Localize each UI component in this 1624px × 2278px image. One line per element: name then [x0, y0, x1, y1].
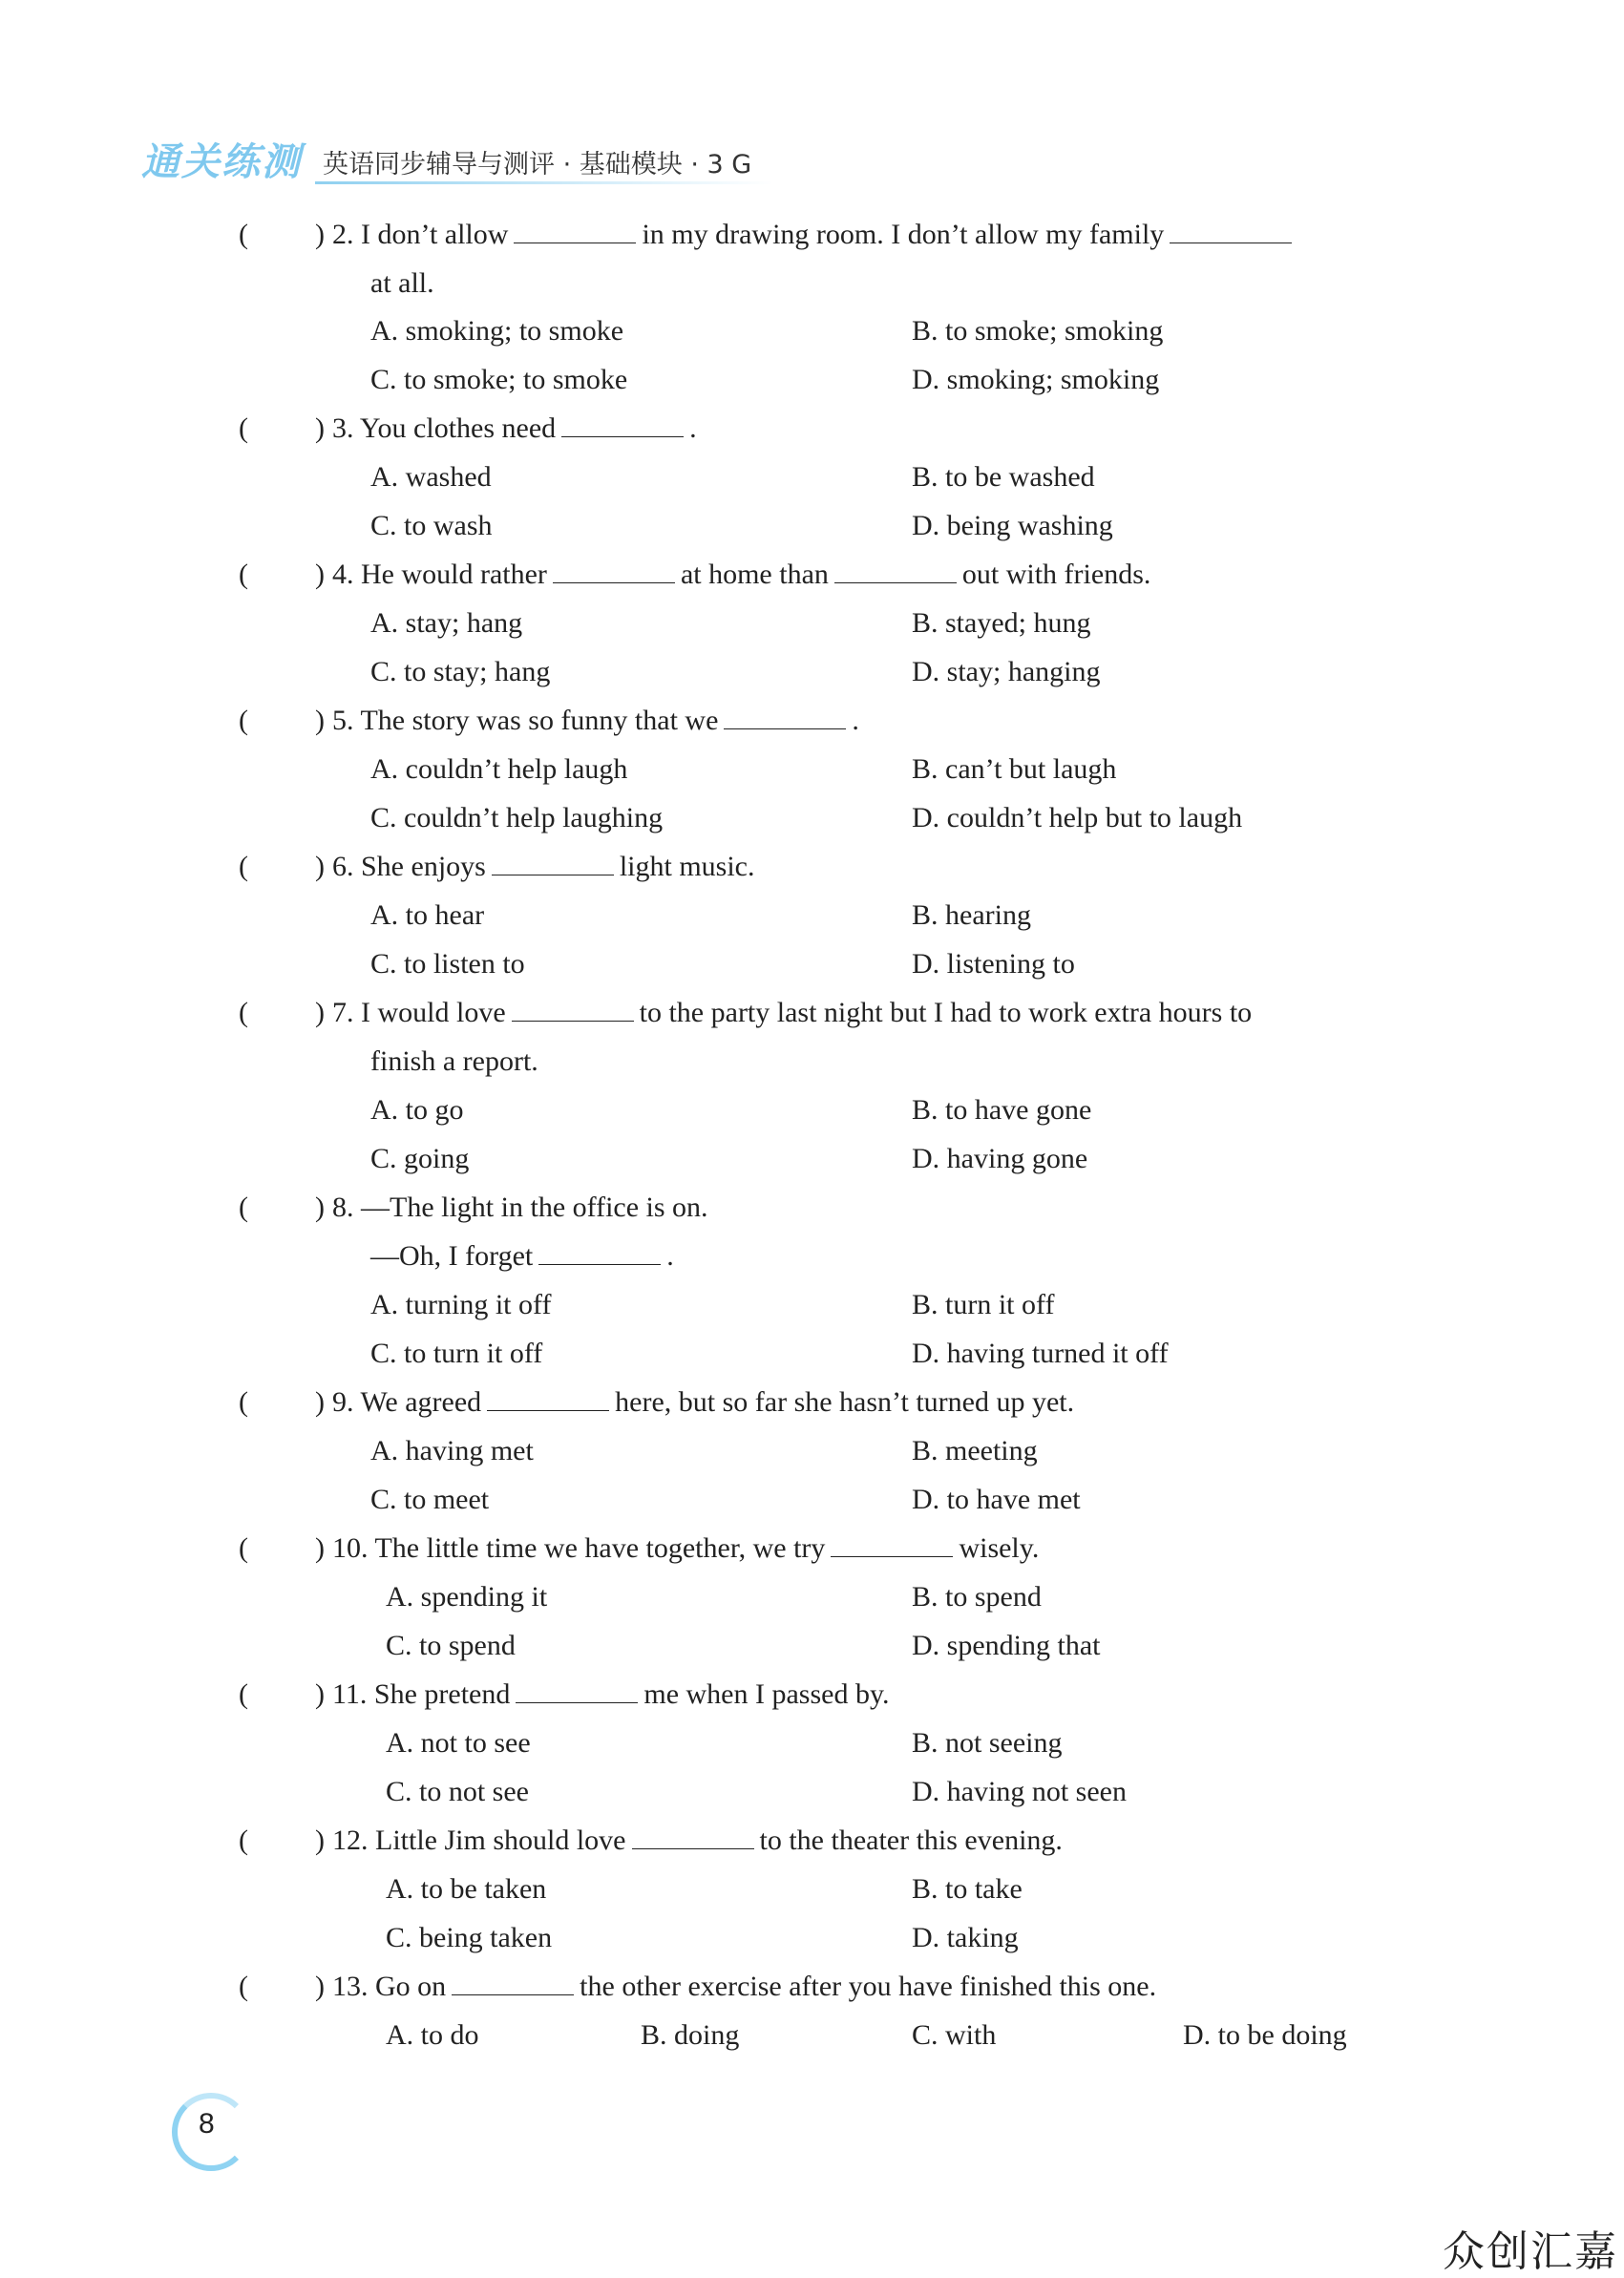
- option-a: A. to go: [370, 1094, 464, 1126]
- option-b: B. not seeing: [912, 1727, 1063, 1759]
- answer-paren-open: (: [239, 1192, 248, 1223]
- answer-paren-open: (: [239, 219, 248, 250]
- question-stem: 2. I don’t allow in my drawing room. I don’t allow my family: [332, 219, 1297, 251]
- question-stem: 10. The little time we have together, we try wisely.: [332, 1532, 1040, 1564]
- option-c: C. to not see: [386, 1776, 529, 1807]
- option-d: D. to be doing: [1183, 2019, 1347, 2051]
- answer-paren-open: (: [239, 1678, 248, 1710]
- option-d: D. smoking; smoking: [912, 364, 1160, 395]
- option-c: C. with: [912, 2019, 997, 2051]
- option-c: C. to turn it off: [370, 1338, 543, 1369]
- page-header: [0, 0, 1624, 220]
- answer-paren-close: ): [315, 1192, 325, 1223]
- watermark: 众创汇嘉: [1443, 2227, 1618, 2276]
- answer-paren-open: (: [239, 1386, 248, 1418]
- answer-paren-open: (: [239, 997, 248, 1028]
- option-a: A. not to see: [386, 1727, 531, 1759]
- option-a: A. to be taken: [386, 1873, 547, 1905]
- option-c: C. to wash: [370, 510, 493, 541]
- answer-blank: [834, 559, 957, 583]
- answer-blank: [492, 852, 614, 875]
- answer-blank: [553, 559, 675, 583]
- answer-paren-close: ): [315, 559, 325, 590]
- answer-paren-close: ): [315, 1532, 325, 1564]
- option-a: A. washed: [370, 461, 492, 493]
- option-b: B. meeting: [912, 1435, 1038, 1466]
- answer-paren-open: (: [239, 412, 248, 444]
- option-a: A. spending it: [386, 1581, 548, 1613]
- option-b: B. hearing: [912, 899, 1031, 931]
- question-stem: 4. He would rather at home than out with friends.: [332, 559, 1151, 590]
- answer-paren-open: (: [239, 705, 248, 736]
- answer-paren-open: (: [239, 559, 248, 590]
- page-number-badge: [172, 2093, 248, 2169]
- option-c: C. being taken: [386, 1922, 553, 1953]
- option-c: C. to smoke; to smoke: [370, 364, 628, 395]
- answer-paren-open: (: [239, 851, 248, 882]
- answer-paren-close: ): [315, 1678, 325, 1710]
- question-stem: 6. She enjoys light music.: [332, 851, 755, 882]
- option-a: A. to do: [386, 2019, 479, 2051]
- option-b: B. to have gone: [912, 1094, 1092, 1126]
- question-stem: 8. —The light in the office is on.: [332, 1192, 708, 1223]
- answer-paren-open: (: [239, 1825, 248, 1856]
- answer-paren-open: (: [239, 1532, 248, 1564]
- answer-paren-close: ): [315, 705, 325, 736]
- answer-paren-close: ): [315, 1971, 325, 2002]
- option-c: C. couldn’t help laughing: [370, 802, 664, 833]
- option-d: D. spending that: [912, 1630, 1101, 1661]
- series-logo: 通关练测: [141, 140, 302, 184]
- question-stem: 13. Go on the other exercise after you have finished this one.: [332, 1971, 1157, 2002]
- answer-paren-close: ): [315, 219, 325, 250]
- question-stem: 5. The story was so funny that we .: [332, 705, 859, 736]
- option-b: B. to take: [912, 1873, 1023, 1905]
- option-b: B. can’t but laugh: [912, 753, 1117, 785]
- option-c: C. to spend: [386, 1630, 516, 1661]
- answer-blank: [514, 220, 636, 243]
- option-c: C. to meet: [370, 1484, 490, 1515]
- answer-blank: [632, 1825, 754, 1849]
- answer-paren-close: ): [315, 1386, 325, 1418]
- answer-blank: [561, 413, 684, 437]
- option-a: A. to hear: [370, 899, 485, 931]
- question-stem: 7. I would love to the party last night but I had to work extra hours to: [332, 997, 1253, 1028]
- option-d: D. listening to: [912, 948, 1075, 980]
- option-b: B. to spend: [912, 1581, 1042, 1613]
- option-c: C. to listen to: [370, 948, 525, 980]
- option-d: D. to have met: [912, 1484, 1081, 1515]
- option-d: D. being washing: [912, 510, 1113, 541]
- answer-blank: [516, 1679, 638, 1703]
- question-stem-continued: —Oh, I forget .: [370, 1240, 674, 1272]
- option-a: A. couldn’t help laugh: [370, 753, 628, 785]
- page-number: 8: [199, 2108, 215, 2140]
- option-d: D. having not seen: [912, 1776, 1127, 1807]
- answer-blank: [512, 998, 634, 1022]
- answer-blank: [452, 1972, 574, 1995]
- answer-paren-close: ): [315, 997, 325, 1028]
- option-b: B. stayed; hung: [912, 607, 1091, 639]
- answer-blank: [724, 706, 846, 729]
- answer-paren-open: (: [239, 1971, 248, 2002]
- option-d: D. taking: [912, 1922, 1019, 1953]
- option-c: C. to stay; hang: [370, 656, 551, 687]
- option-d: D. stay; hanging: [912, 656, 1101, 687]
- option-c: C. going: [370, 1143, 470, 1174]
- option-b: B. to smoke; smoking: [912, 315, 1164, 347]
- question-stem: 12. Little Jim should love to the theater this evening.: [332, 1825, 1063, 1856]
- option-a: A. turning it off: [370, 1289, 552, 1320]
- option-d: D. having turned it off: [912, 1338, 1169, 1369]
- option-b: B. doing: [641, 2019, 740, 2051]
- question-stem: 11. She pretend me when I passed by.: [332, 1678, 890, 1710]
- option-b: B. turn it off: [912, 1289, 1055, 1320]
- option-a: A. having met: [370, 1435, 534, 1466]
- option-a: A. smoking; to smoke: [370, 315, 624, 347]
- book-title: 英语同步辅导与测评 · 基础模块 · 3 G: [323, 150, 752, 179]
- header-divider: [315, 181, 773, 184]
- option-d: D. having gone: [912, 1143, 1088, 1174]
- question-stem: 3. You clothes need .: [332, 412, 697, 444]
- answer-paren-close: ): [315, 851, 325, 882]
- answer-blank: [831, 1533, 953, 1557]
- option-b: B. to be washed: [912, 461, 1095, 493]
- question-stem-continued: finish a report.: [370, 1045, 538, 1077]
- question-stem: 9. We agreed here, but so far she hasn’t turned up yet.: [332, 1386, 1075, 1418]
- option-a: A. stay; hang: [370, 607, 523, 639]
- question-stem-continued: at all.: [370, 267, 434, 299]
- answer-paren-close: ): [315, 412, 325, 444]
- answer-blank: [538, 1241, 661, 1265]
- answer-blank: [487, 1387, 609, 1411]
- answer-blank: [1170, 220, 1292, 243]
- option-d: D. couldn’t help but to laugh: [912, 802, 1243, 833]
- answer-paren-close: ): [315, 1825, 325, 1856]
